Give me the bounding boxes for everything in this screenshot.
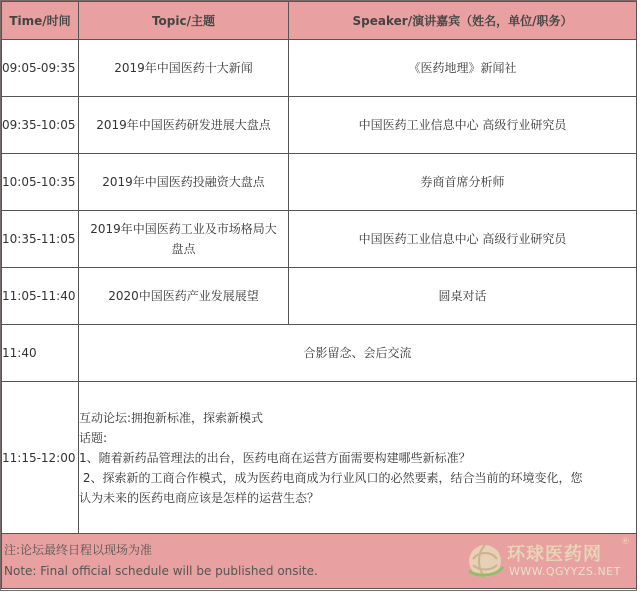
session-topic: 2020中国医药产业发展展望 — [79, 268, 289, 325]
session-time: 09:35-10:05 — [2, 97, 79, 154]
session-time: 09:05-09:35 — [2, 40, 79, 97]
session-topic-line2: 盘点 — [171, 242, 196, 256]
session-speaker: 《医药地理》新闻社 — [289, 40, 637, 97]
forum-description — [79, 382, 637, 534]
watermark-url: WWW.QGYYZS.NET — [509, 565, 621, 578]
table-row — [2, 40, 637, 97]
table-row — [2, 268, 637, 325]
forum-topic-1: 1、随着新药品管理法的出台，医药电商在运营方面需要构建哪些新标准？ — [79, 450, 471, 465]
watermark-logo — [465, 537, 635, 583]
session-time: 10:35-11:05 — [2, 211, 79, 268]
session-speaker: 券商首席分析师 — [289, 154, 637, 211]
globe-icon — [465, 541, 505, 581]
forum-topic-label: 话题: — [79, 430, 108, 445]
session-time: 11:40 — [2, 325, 79, 382]
watermark-brand: 环球医药网 — [507, 544, 602, 565]
footer-note-en: Note: Final official schedule will be published onsite. — [4, 564, 318, 578]
table-row-forum — [2, 382, 637, 534]
table-row-photo — [2, 325, 637, 382]
session-speaker: 中国医药工业信息中心 高级行业研究员 — [289, 97, 637, 154]
header-topic: Topic/主题 — [79, 2, 289, 40]
session-speaker: 圆桌对话 — [289, 268, 637, 325]
header-speaker: Speaker/演讲嘉宾（姓名，单位/职务） — [289, 2, 637, 40]
forum-topic-2: 2、探索新的工商合作模式，成为医药电商成为行业风口的必然要素，结合当前的环境变化，您 — [79, 470, 583, 485]
table-row — [2, 97, 637, 154]
session-topic: 2019年中国医药投融资大盘点 — [79, 154, 289, 211]
session-speaker: 中国医药工业信息中心 高级行业研究员 — [289, 211, 637, 268]
session-time: 10:05-10:35 — [2, 154, 79, 211]
photo-session-text: 合影留念、会后交流 — [79, 325, 637, 382]
session-time: 11:05-11:40 — [2, 268, 79, 325]
schedule-table — [1, 1, 637, 589]
table-row — [2, 211, 637, 268]
footer-note-cn: 注:论坛最终日程以现场为准 — [4, 543, 153, 557]
session-time: 11:15-12:00 — [2, 382, 79, 534]
table-row — [2, 154, 637, 211]
session-topic-line1: 2019年中国医药工业及市场格局大 — [90, 222, 277, 236]
session-topic: 2019年中国医药十大新闻 — [79, 40, 289, 97]
header-row — [2, 2, 637, 40]
forum-topic-2-cont: 认为未来的医药电商应该是怎样的运营生态？ — [79, 490, 320, 505]
session-topic — [79, 211, 289, 268]
header-time: Time/时间 — [2, 2, 79, 40]
watermark-reg: ® — [621, 537, 630, 547]
forum-title: 互动论坛:拥抱新标准，探索新模式 — [79, 410, 264, 425]
session-topic: 2019年中国医药研发进展大盘点 — [79, 97, 289, 154]
